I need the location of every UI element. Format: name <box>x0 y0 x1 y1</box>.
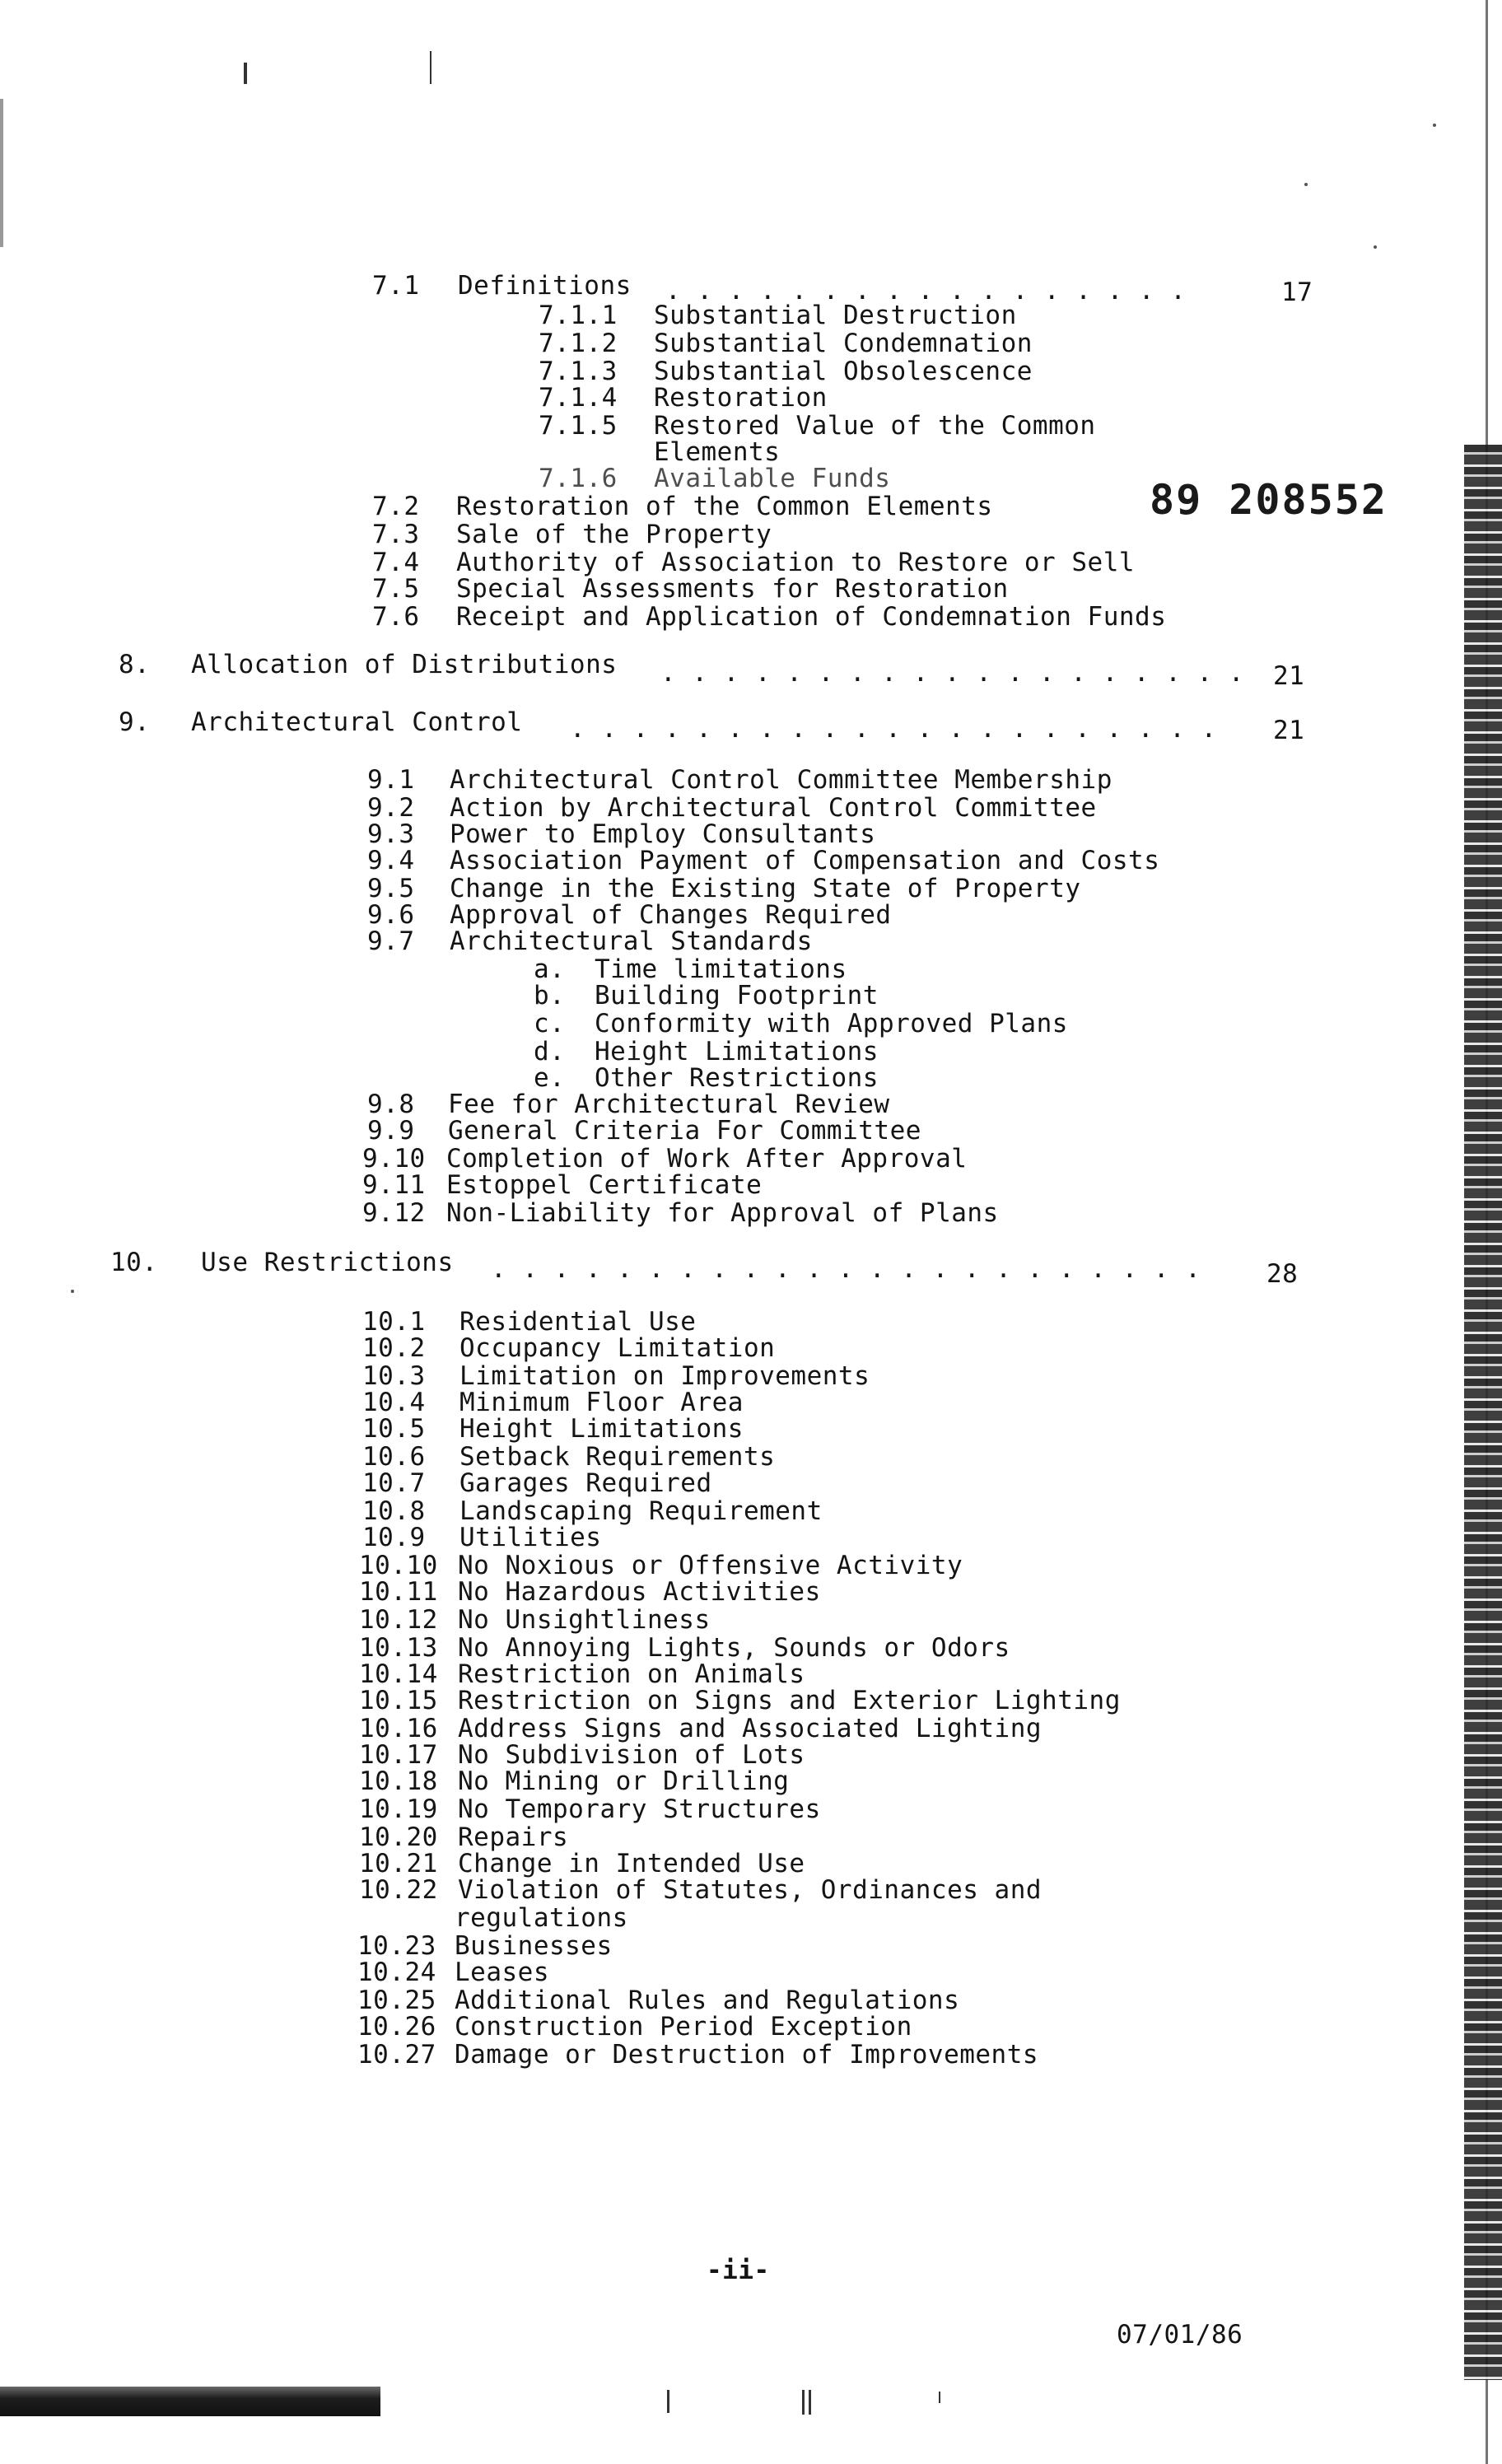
toc-number: 10.18 <box>359 1766 438 1796</box>
toc-title: Architectural Control <box>191 707 523 737</box>
toc-leader-dots: . . . . . . . . . . . . . . . . . . . . . . . <box>491 1254 1201 1284</box>
toc-number: 9.3 <box>367 819 415 849</box>
toc-title: Substantial Obsolescence <box>654 357 1033 386</box>
toc-number: 9.8 <box>367 1090 415 1119</box>
toc-number: 7.4 <box>372 548 420 577</box>
toc-title: Non-Liability for Approval of Plans <box>446 1198 999 1228</box>
toc-number: 7.3 <box>372 520 420 549</box>
toc-number: 10.11 <box>359 1577 438 1607</box>
toc-number: 7.2 <box>372 492 420 521</box>
toc-title: Landscaping Requirement <box>459 1496 823 1526</box>
toc-title: Architectural Control Committee Membership <box>450 765 1113 795</box>
toc-number: 10.24 <box>357 1958 436 1987</box>
toc-title: Restriction on Signs and Exterior Lighting <box>458 1686 1121 1715</box>
toc-title: Construction Period Exception <box>455 2012 912 2042</box>
toc-title: Change in Intended Use <box>458 1849 805 1878</box>
toc-number: 9.4 <box>367 846 415 875</box>
toc-title: Estoppel Certificate <box>446 1170 763 1200</box>
toc-title: Violation of Statutes, Ordinances and <box>458 1875 1043 1905</box>
toc-number: 10.7 <box>362 1468 426 1498</box>
toc-number: 10.2 <box>362 1333 426 1363</box>
toc-title: Setback Requirements <box>459 1442 776 1472</box>
toc-number: 10.10 <box>359 1551 438 1580</box>
toc-title: Architectural Standards <box>450 926 813 956</box>
scan-edge-bottom <box>0 2387 380 2416</box>
toc-number: 10.4 <box>362 1388 426 1417</box>
toc-title: Garages Required <box>459 1468 712 1498</box>
toc-title: Authority of Association to Restore or Sell <box>456 548 1136 577</box>
toc-number: e. <box>534 1063 566 1093</box>
toc-number: 10.19 <box>359 1794 438 1824</box>
toc-number: 10.14 <box>359 1659 438 1689</box>
scan-edge-right <box>1464 445 1502 2380</box>
toc-title: Building Footprint <box>595 981 879 1010</box>
toc-number: 7.5 <box>372 574 420 604</box>
toc-title: Receipt and Application of Condemnation Funds <box>456 602 1167 632</box>
toc-number: 9.7 <box>367 926 415 956</box>
toc-number: 10.6 <box>362 1442 426 1472</box>
toc-number: d. <box>534 1037 566 1066</box>
toc-number: 10.1 <box>362 1307 426 1337</box>
toc-number: 8. <box>119 650 151 679</box>
toc-number: 9.2 <box>367 793 415 823</box>
toc-title: No Mining or Drilling <box>458 1766 790 1796</box>
toc-title: No Unsightliness <box>458 1605 711 1635</box>
scan-mark <box>430 51 431 84</box>
toc-number: 10.22 <box>359 1875 438 1905</box>
toc-title-continued: Elements <box>654 437 781 467</box>
toc-number: 9. <box>119 707 151 737</box>
toc-number: 10.3 <box>362 1361 426 1391</box>
toc-title: Additional Rules and Regulations <box>455 1986 960 2015</box>
toc-number: 9.1 <box>367 765 415 795</box>
toc-number: 10.9 <box>362 1523 426 1552</box>
scan-mark <box>244 63 247 84</box>
toc-number: 7.1.2 <box>539 329 618 358</box>
toc-number: 9.9 <box>367 1116 415 1146</box>
toc-number: 9.6 <box>367 900 415 930</box>
toc-title: Restored Value of the Common <box>654 411 1096 441</box>
toc-number: 10.25 <box>357 1986 436 2015</box>
scan-mark <box>809 2390 811 2415</box>
toc-title: General Criteria For Committee <box>448 1116 921 1146</box>
scan-edge-left <box>0 99 3 247</box>
toc-title: Damage or Destruction of Improvements <box>455 2040 1039 2070</box>
toc-title: Sale of the Property <box>456 520 772 549</box>
toc-number: 9.12 <box>362 1198 426 1228</box>
toc-title: Utilities <box>459 1523 602 1552</box>
document-date: 07/01/86 <box>1117 2320 1243 2350</box>
scan-speck <box>1374 245 1377 249</box>
toc-title: No Noxious or Offensive Activity <box>458 1551 963 1580</box>
scan-speck <box>1304 183 1308 186</box>
toc-number: 10.21 <box>359 1849 438 1878</box>
toc-title: Leases <box>455 1958 549 1987</box>
toc-number: a. <box>534 954 566 984</box>
recording-stamp-number: 89 208552 <box>1150 476 1388 524</box>
toc-title: Restoration <box>654 383 828 413</box>
toc-title: Minimum Floor Area <box>459 1388 744 1417</box>
toc-number: 10.16 <box>359 1714 438 1743</box>
toc-number: 10.5 <box>362 1414 426 1444</box>
toc-number: 9.5 <box>367 874 415 903</box>
toc-title: Available Funds <box>654 464 891 493</box>
toc-title: No Annoying Lights, Sounds or Odors <box>458 1633 1010 1663</box>
toc-title: Height Limitations <box>595 1037 879 1066</box>
toc-number: 10.17 <box>359 1740 438 1770</box>
toc-number: 7.1.6 <box>539 464 618 493</box>
toc-title: Other Restrictions <box>595 1063 879 1093</box>
toc-title: Fee for Architectural Review <box>448 1090 890 1119</box>
toc-number: 7.1.1 <box>539 301 618 330</box>
toc-title: Restoration of the Common Elements <box>456 492 993 521</box>
toc-number: 7.1 <box>372 271 420 301</box>
toc-title: Association Payment of Compensation and Costs <box>450 846 1160 875</box>
toc-page-number: 28 <box>1266 1259 1299 1289</box>
toc-title: Action by Architectural Control Committee <box>450 793 1097 823</box>
toc-title: Substantial Condemnation <box>654 329 1033 358</box>
toc-title: Allocation of Distributions <box>191 650 618 679</box>
toc-page-number: 21 <box>1273 716 1305 745</box>
toc-title: No Subdivision of Lots <box>458 1740 805 1770</box>
toc-title: No Hazardous Activities <box>458 1577 821 1607</box>
toc-title-continued: regulations <box>455 1903 628 1933</box>
toc-number: 7.1.5 <box>539 411 618 441</box>
toc-page-number: 21 <box>1273 661 1305 691</box>
toc-title: Definitions <box>458 271 632 301</box>
toc-title: Power to Employ Consultants <box>450 819 876 849</box>
scan-speck <box>71 1290 74 1293</box>
toc-number: 7.6 <box>372 602 420 632</box>
toc-title: Occupancy Limitation <box>459 1333 776 1363</box>
toc-number: 10.27 <box>357 2040 436 2070</box>
toc-number: c. <box>534 1009 566 1038</box>
toc-title: Conformity with Approved Plans <box>595 1009 1068 1038</box>
toc-number: 10. <box>110 1248 158 1277</box>
toc-title: Use Restrictions <box>201 1248 454 1277</box>
toc-number: 9.10 <box>362 1144 426 1174</box>
toc-number: b. <box>534 981 566 1010</box>
scan-mark <box>667 2390 669 2413</box>
scan-speck <box>1433 124 1436 127</box>
toc-title: Completion of Work After Approval <box>446 1144 968 1174</box>
toc-leader-dots: . . . . . . . . . . . . . . . . . <box>665 276 1187 306</box>
toc-title: Special Assessments for Restoration <box>456 574 1009 604</box>
toc-number: 10.26 <box>357 2012 436 2042</box>
toc-number: 10.23 <box>357 1931 436 1961</box>
toc-title: Change in the Existing State of Property <box>450 874 1081 903</box>
toc-number: 7.1.4 <box>539 383 618 413</box>
toc-title: Limitation on Improvements <box>459 1361 870 1391</box>
toc-title: Substantial Destruction <box>654 301 1017 330</box>
toc-title: Height Limitations <box>459 1414 744 1444</box>
toc-number: 7.1.3 <box>539 357 618 386</box>
toc-title: Address Signs and Associated Lighting <box>458 1714 1043 1743</box>
toc-number: 10.8 <box>362 1496 426 1526</box>
toc-title: Restriction on Animals <box>458 1659 805 1689</box>
toc-title: No Temporary Structures <box>458 1794 821 1824</box>
scan-mark <box>939 2392 940 2403</box>
toc-page-number: 17 <box>1281 278 1313 307</box>
toc-leader-dots: . . . . . . . . . . . . . . . . . . . <box>660 658 1245 688</box>
toc-title: Time limitations <box>595 954 847 984</box>
page-number: -ii- <box>707 2256 770 2285</box>
toc-leader-dots: . . . . . . . . . . . . . . . . . . . . . <box>570 714 1217 744</box>
toc-title: Residential Use <box>459 1307 697 1337</box>
toc-number: 10.12 <box>359 1605 438 1635</box>
toc-number: 9.11 <box>362 1170 426 1200</box>
toc-number: 10.20 <box>359 1822 438 1852</box>
toc-title: Businesses <box>455 1931 613 1961</box>
scan-mark <box>802 2390 805 2415</box>
toc-title: Approval of Changes Required <box>450 900 892 930</box>
toc-number: 10.15 <box>359 1686 438 1715</box>
toc-title: Repairs <box>458 1822 569 1852</box>
toc-number: 10.13 <box>359 1633 438 1663</box>
